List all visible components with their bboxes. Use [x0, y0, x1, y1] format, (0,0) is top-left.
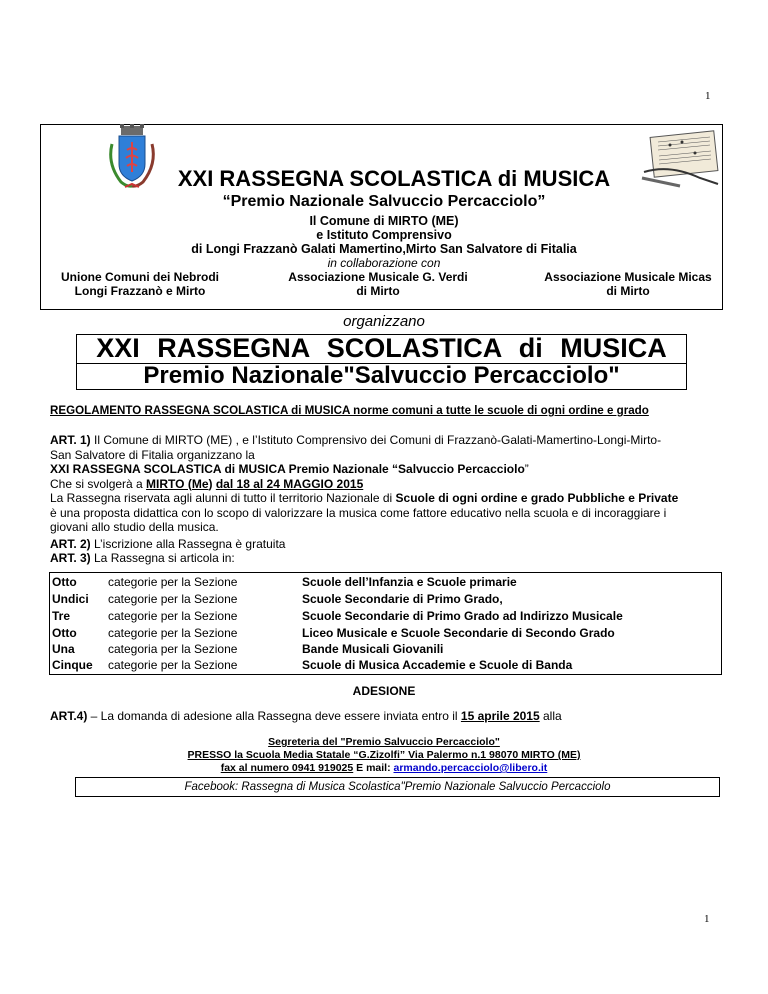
category-row: Otto categorie per la Sezione Liceo Musicale e Scuole Secondarie di Secondo Grado: [52, 626, 615, 640]
header-line-comuni: di Longi Frazzanò Galati Mamertino,Mirto San Salvatore di Fitalia: [191, 242, 577, 256]
article-4: ART.4) – La domanda di adesione alla Rassegna deve essere inviata entro il 15 aprile 2015 alla: [50, 709, 562, 723]
segreteria-address: Segreteria del "Premio Salvuccio Percacciolo" PRESSO la Scuola Media Statale “G.Zizolfi” Via Palermo n.1 98070 MIRTO (ME) fax al numero 0941 919025 E mail: armando.percacciolo@libero.it: [187, 736, 581, 774]
page-number-bottom: 1: [704, 913, 710, 925]
category-row: Cinque categorie per la Sezione Scuole di Musica Accademie e Scuole di Banda: [52, 658, 573, 672]
article-2: ART. 2) L’iscrizione alla Rassegna è gratuita: [50, 537, 286, 551]
partner-micas: Associazione Musicale Micas di Mirto: [544, 270, 712, 298]
article-1: ART. 1) Il Comune di MIRTO (ME) , e l’Istituto Comprensivo dei Comuni di Frazzanò-Galati-Mamertino-Longi-Mirto- San Salvatore di Fitalia organizzano la XXI RASSEGNA SCOLASTICA di MUSICA Premio Nazionale “Salvuccio Percacciolo” Che si svolgerà a MIRTO (Me) dal 18 al 24 MAGGIO 2015 La Rassegna riservata agli alunni di tutto il territorio Nazionale di Scuole di ogni ordine e grado Pubbliche e Private è una proposta didattica con lo scopo di valorizzare la musica come fattore educativo nella scuola e di incoraggiare i giovani allo studio della musica.: [50, 433, 679, 534]
header-subtitle: “Premio Nazionale Salvuccio Percacciolo”: [222, 193, 546, 210]
category-row: Otto categorie per la Sezione Scuole dell’Infanzia e Scuole primarie: [52, 575, 517, 589]
header-title: XXI RASSEGNA SCOLASTICA di MUSICA: [177, 166, 611, 191]
article-3: ART. 3) La Rassegna si articola in:: [50, 551, 235, 565]
partner-unione: Unione Comuni dei Nebrodi Longi Frazzanò e Mirto: [61, 270, 219, 298]
categories-table: [49, 572, 722, 675]
adesione-heading: ADESIONE: [352, 684, 416, 698]
category-row: Una categoria per la Sezione Bande Musicali Giovanili: [52, 642, 444, 656]
collaboration-note: in collaborazione con: [327, 256, 441, 270]
header-line-istituto: e Istituto Comprensivo: [316, 228, 452, 242]
email-link[interactable]: armando.percacciolo@libero.it: [393, 762, 548, 774]
banner-subtitle: Premio Nazionale"Salvuccio Percacciolo": [143, 362, 620, 389]
regolamento-heading: REGOLAMENTO RASSEGNA SCOLASTICA di MUSICA norme comuni a tutte le scuole di ogni ordine e grado: [50, 404, 649, 417]
category-row: Undici categorie per la Sezione Scuole Secondarie di Primo Grado,: [52, 592, 503, 606]
page-number-top: 1: [705, 90, 711, 102]
category-row: Tre categorie per la Sezione Scuole Secondarie di Primo Grado ad Indirizzo Musicale: [52, 609, 623, 623]
facebook-note: Facebook: Rassegna di Musica Scolastica"Premio Nazionale Salvuccio Percacciolo: [75, 777, 720, 797]
header-line-comune: Il Comune di MIRTO (ME): [309, 214, 459, 228]
banner-title: XXI RASSEGNA SCOLASTICA di MUSICA: [96, 333, 667, 363]
organizzano-label: organizzano: [343, 313, 425, 330]
partner-verdi: Associazione Musicale G. Verdi di Mirto: [288, 270, 468, 298]
